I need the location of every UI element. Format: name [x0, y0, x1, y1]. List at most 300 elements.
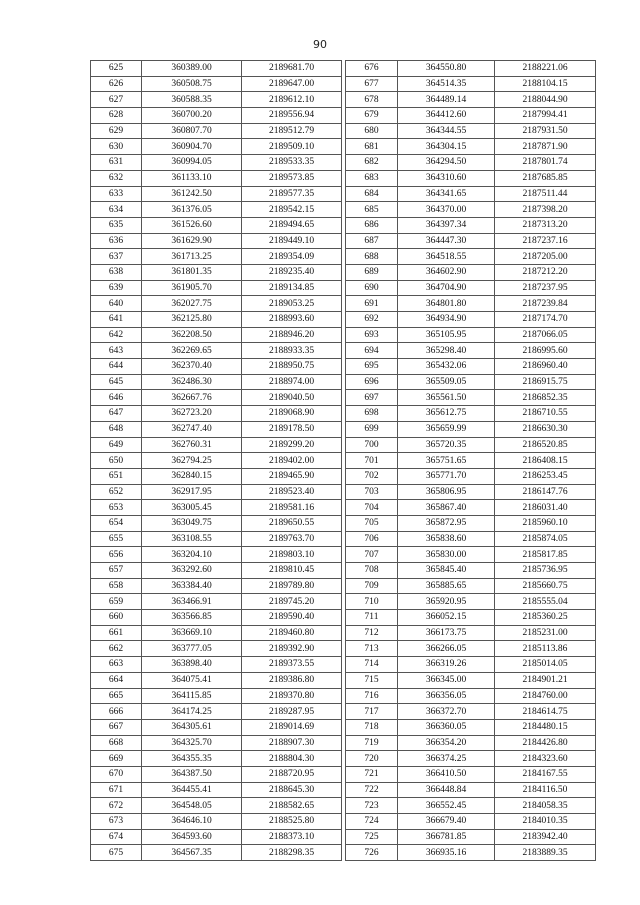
table-row — [346, 468, 596, 484]
table-row — [91, 170, 342, 186]
y-coordinate-cell: 2189556.94 — [242, 108, 342, 124]
point-number-cell: 707 — [346, 547, 398, 563]
y-coordinate-cell: 2188950.75 — [242, 359, 342, 375]
table-row — [346, 155, 596, 171]
table-row — [346, 202, 596, 218]
table-row — [91, 578, 342, 594]
point-number-cell: 655 — [91, 531, 142, 547]
point-number-cell: 701 — [346, 453, 398, 469]
point-number-cell: 650 — [91, 453, 142, 469]
point-number-cell: 720 — [346, 751, 398, 767]
y-coordinate-cell: 2188993.60 — [242, 312, 342, 328]
table-row — [346, 704, 596, 720]
table-row — [91, 390, 342, 406]
y-coordinate-cell: 2189650.55 — [242, 515, 342, 531]
point-number-cell: 692 — [346, 312, 398, 328]
y-coordinate-cell: 2184010.35 — [495, 814, 596, 830]
point-number-cell: 627 — [91, 92, 142, 108]
x-coordinate-cell: 364341.65 — [398, 186, 495, 202]
point-number-cell: 661 — [91, 625, 142, 641]
table-row — [91, 421, 342, 437]
point-number-cell: 630 — [91, 139, 142, 155]
table-row — [346, 672, 596, 688]
table-row — [91, 92, 342, 108]
y-coordinate-cell: 2184323.60 — [495, 751, 596, 767]
x-coordinate-cell: 365432.06 — [398, 359, 495, 375]
x-coordinate-cell: 365659.99 — [398, 421, 495, 437]
x-coordinate-cell: 363898.40 — [142, 657, 242, 673]
y-coordinate-cell: 2184058.35 — [495, 798, 596, 814]
x-coordinate-cell: 361133.10 — [142, 170, 242, 186]
point-number-cell: 709 — [346, 578, 398, 594]
table-row — [91, 264, 342, 280]
y-coordinate-cell: 2189287.95 — [242, 704, 342, 720]
point-number-cell: 717 — [346, 704, 398, 720]
x-coordinate-cell: 365845.40 — [398, 563, 495, 579]
x-coordinate-cell: 362760.31 — [142, 437, 242, 453]
y-coordinate-cell: 2186710.55 — [495, 406, 596, 422]
y-coordinate-cell: 2189494.65 — [242, 217, 342, 233]
point-number-cell: 649 — [91, 437, 142, 453]
point-number-cell: 628 — [91, 108, 142, 124]
x-coordinate-cell: 364075.41 — [142, 672, 242, 688]
y-coordinate-cell: 2188104.15 — [495, 76, 596, 92]
x-coordinate-cell: 360904.70 — [142, 139, 242, 155]
x-coordinate-cell: 364397.34 — [398, 217, 495, 233]
point-number-cell: 696 — [346, 374, 398, 390]
x-coordinate-cell: 362125.80 — [142, 312, 242, 328]
x-coordinate-cell: 366781.85 — [398, 829, 495, 845]
x-coordinate-cell: 364294.50 — [398, 155, 495, 171]
y-coordinate-cell: 2184426.80 — [495, 735, 596, 751]
table-row — [346, 343, 596, 359]
point-number-cell: 647 — [91, 406, 142, 422]
table-row — [91, 406, 342, 422]
x-coordinate-cell: 366356.05 — [398, 688, 495, 704]
x-coordinate-cell: 360588.35 — [142, 92, 242, 108]
y-coordinate-cell: 2188221.06 — [495, 61, 596, 77]
x-coordinate-cell: 365509.05 — [398, 374, 495, 390]
y-coordinate-cell: 2189392.90 — [242, 641, 342, 657]
point-number-cell: 718 — [346, 719, 398, 735]
y-coordinate-cell: 2184901.21 — [495, 672, 596, 688]
table-row — [346, 735, 596, 751]
x-coordinate-cell: 363669.10 — [142, 625, 242, 641]
y-coordinate-cell: 2185360.25 — [495, 610, 596, 626]
table-row — [91, 563, 342, 579]
x-coordinate-cell: 362723.20 — [142, 406, 242, 422]
x-coordinate-cell: 362840.15 — [142, 468, 242, 484]
table-row — [91, 343, 342, 359]
point-number-cell: 666 — [91, 704, 142, 720]
y-coordinate-cell: 2188933.35 — [242, 343, 342, 359]
y-coordinate-cell: 2189354.09 — [242, 249, 342, 265]
table-row — [91, 531, 342, 547]
y-coordinate-cell: 2187066.05 — [495, 327, 596, 343]
x-coordinate-cell: 365561.50 — [398, 390, 495, 406]
y-coordinate-cell: 2189386.80 — [242, 672, 342, 688]
point-number-cell: 663 — [91, 657, 142, 673]
point-number-cell: 702 — [346, 468, 398, 484]
x-coordinate-cell: 361801.35 — [142, 264, 242, 280]
y-coordinate-cell: 2189612.10 — [242, 92, 342, 108]
table-row — [91, 186, 342, 202]
table-row — [91, 704, 342, 720]
point-number-cell: 713 — [346, 641, 398, 657]
x-coordinate-cell: 365105.95 — [398, 327, 495, 343]
x-coordinate-cell: 365771.70 — [398, 468, 495, 484]
x-coordinate-cell: 364934.90 — [398, 312, 495, 328]
point-number-cell: 723 — [346, 798, 398, 814]
y-coordinate-cell: 2188907.30 — [242, 735, 342, 751]
y-coordinate-cell: 2187174.70 — [495, 312, 596, 328]
x-coordinate-cell: 364304.15 — [398, 139, 495, 155]
coordinate-table-right — [345, 60, 596, 861]
table-row — [91, 108, 342, 124]
point-number-cell: 679 — [346, 108, 398, 124]
x-coordinate-cell: 366173.75 — [398, 625, 495, 641]
point-number-cell: 660 — [91, 610, 142, 626]
x-coordinate-cell: 365920.95 — [398, 594, 495, 610]
table-row — [91, 61, 342, 77]
y-coordinate-cell: 2189068.90 — [242, 406, 342, 422]
table-row — [91, 547, 342, 563]
table-row — [91, 202, 342, 218]
y-coordinate-cell: 2187313.20 — [495, 217, 596, 233]
point-number-cell: 724 — [346, 814, 398, 830]
y-coordinate-cell: 2189573.85 — [242, 170, 342, 186]
point-number-cell: 674 — [91, 829, 142, 845]
y-coordinate-cell: 2189235.40 — [242, 264, 342, 280]
y-coordinate-cell: 2189053.25 — [242, 296, 342, 312]
y-coordinate-cell: 2187237.16 — [495, 233, 596, 249]
x-coordinate-cell: 364344.55 — [398, 123, 495, 139]
x-coordinate-cell: 365830.00 — [398, 547, 495, 563]
y-coordinate-cell: 2187239.84 — [495, 296, 596, 312]
y-coordinate-cell: 2188525.80 — [242, 814, 342, 830]
x-coordinate-cell: 364355.35 — [142, 751, 242, 767]
point-number-cell: 706 — [346, 531, 398, 547]
x-coordinate-cell: 364455.41 — [142, 782, 242, 798]
table-row — [346, 390, 596, 406]
point-number-cell: 710 — [346, 594, 398, 610]
point-number-cell: 646 — [91, 390, 142, 406]
point-number-cell: 665 — [91, 688, 142, 704]
point-number-cell: 631 — [91, 155, 142, 171]
y-coordinate-cell: 2185231.00 — [495, 625, 596, 641]
y-coordinate-cell: 2189178.50 — [242, 421, 342, 437]
point-number-cell: 667 — [91, 719, 142, 735]
table-row — [91, 123, 342, 139]
y-coordinate-cell: 2188804.30 — [242, 751, 342, 767]
table-row — [91, 280, 342, 296]
point-number-cell: 688 — [346, 249, 398, 265]
point-number-cell: 656 — [91, 547, 142, 563]
y-coordinate-cell: 2187801.74 — [495, 155, 596, 171]
x-coordinate-cell: 366935.16 — [398, 845, 495, 861]
y-coordinate-cell: 2189803.10 — [242, 547, 342, 563]
y-coordinate-cell: 2189581.16 — [242, 500, 342, 516]
x-coordinate-cell: 362794.25 — [142, 453, 242, 469]
y-coordinate-cell: 2189465.90 — [242, 468, 342, 484]
table-row — [346, 249, 596, 265]
point-number-cell: 629 — [91, 123, 142, 139]
table-row — [91, 437, 342, 453]
table-row — [346, 327, 596, 343]
x-coordinate-cell: 364548.05 — [142, 798, 242, 814]
y-coordinate-cell: 2189449.10 — [242, 233, 342, 249]
y-coordinate-cell: 2185960.10 — [495, 515, 596, 531]
x-coordinate-cell: 366345.00 — [398, 672, 495, 688]
y-coordinate-cell: 2186960.40 — [495, 359, 596, 375]
table-row — [346, 359, 596, 375]
y-coordinate-cell: 2189402.00 — [242, 453, 342, 469]
table-row — [346, 406, 596, 422]
point-number-cell: 681 — [346, 139, 398, 155]
table-row — [346, 625, 596, 641]
y-coordinate-cell: 2189542.15 — [242, 202, 342, 218]
y-coordinate-cell: 2187205.00 — [495, 249, 596, 265]
table-row — [346, 217, 596, 233]
y-coordinate-cell: 2184614.75 — [495, 704, 596, 720]
point-number-cell: 668 — [91, 735, 142, 751]
table-row — [91, 782, 342, 798]
y-coordinate-cell: 2188582.65 — [242, 798, 342, 814]
table-row — [91, 688, 342, 704]
table-row — [91, 641, 342, 657]
table-row — [346, 264, 596, 280]
y-coordinate-cell: 2186408.15 — [495, 453, 596, 469]
x-coordinate-cell: 364704.90 — [398, 280, 495, 296]
point-number-cell: 672 — [91, 798, 142, 814]
y-coordinate-cell: 2184760.00 — [495, 688, 596, 704]
point-number-cell: 641 — [91, 312, 142, 328]
y-coordinate-cell: 2189509.10 — [242, 139, 342, 155]
point-number-cell: 653 — [91, 500, 142, 516]
y-coordinate-cell: 2186031.40 — [495, 500, 596, 516]
table-row — [346, 578, 596, 594]
y-coordinate-cell: 2185113.86 — [495, 641, 596, 657]
y-coordinate-cell: 2189533.35 — [242, 155, 342, 171]
point-number-cell: 725 — [346, 829, 398, 845]
y-coordinate-cell: 2188298.35 — [242, 845, 342, 861]
page-number: 90 — [313, 38, 327, 51]
x-coordinate-cell: 363005.45 — [142, 500, 242, 516]
y-coordinate-cell: 2189370.80 — [242, 688, 342, 704]
y-coordinate-cell: 2189014.69 — [242, 719, 342, 735]
point-number-cell: 700 — [346, 437, 398, 453]
y-coordinate-cell: 2183889.35 — [495, 845, 596, 861]
y-coordinate-cell: 2185736.95 — [495, 563, 596, 579]
y-coordinate-cell: 2186253.45 — [495, 468, 596, 484]
point-number-cell: 711 — [346, 610, 398, 626]
point-number-cell: 726 — [346, 845, 398, 861]
point-number-cell: 634 — [91, 202, 142, 218]
table-row — [346, 829, 596, 845]
y-coordinate-cell: 2189299.20 — [242, 437, 342, 453]
y-coordinate-cell: 2186995.60 — [495, 343, 596, 359]
y-coordinate-cell: 2189523.40 — [242, 484, 342, 500]
point-number-cell: 625 — [91, 61, 142, 77]
y-coordinate-cell: 2189763.70 — [242, 531, 342, 547]
x-coordinate-cell: 364387.50 — [142, 766, 242, 782]
y-coordinate-cell: 2189810.45 — [242, 563, 342, 579]
table-row — [346, 186, 596, 202]
table-row — [91, 672, 342, 688]
x-coordinate-cell: 361376.05 — [142, 202, 242, 218]
x-coordinate-cell: 364325.70 — [142, 735, 242, 751]
y-coordinate-cell: 2188946.20 — [242, 327, 342, 343]
point-number-cell: 705 — [346, 515, 398, 531]
point-number-cell: 693 — [346, 327, 398, 343]
table-row — [346, 123, 596, 139]
y-coordinate-cell: 2187398.20 — [495, 202, 596, 218]
x-coordinate-cell: 364567.35 — [142, 845, 242, 861]
x-coordinate-cell: 365838.60 — [398, 531, 495, 547]
x-coordinate-cell: 364550.80 — [398, 61, 495, 77]
point-number-cell: 675 — [91, 845, 142, 861]
table-row — [346, 641, 596, 657]
y-coordinate-cell: 2186147.76 — [495, 484, 596, 500]
table-row — [346, 719, 596, 735]
point-number-cell: 677 — [346, 76, 398, 92]
table-row — [91, 296, 342, 312]
x-coordinate-cell: 362747.40 — [142, 421, 242, 437]
point-number-cell: 695 — [346, 359, 398, 375]
point-number-cell: 639 — [91, 280, 142, 296]
table-row — [346, 484, 596, 500]
y-coordinate-cell: 2188720.95 — [242, 766, 342, 782]
x-coordinate-cell: 365806.95 — [398, 484, 495, 500]
x-coordinate-cell: 366052.15 — [398, 610, 495, 626]
point-number-cell: 704 — [346, 500, 398, 516]
x-coordinate-cell: 360389.00 — [142, 61, 242, 77]
x-coordinate-cell: 364646.10 — [142, 814, 242, 830]
x-coordinate-cell: 362917.95 — [142, 484, 242, 500]
y-coordinate-cell: 2185555.04 — [495, 594, 596, 610]
point-number-cell: 687 — [346, 233, 398, 249]
x-coordinate-cell: 365720.35 — [398, 437, 495, 453]
point-number-cell: 699 — [346, 421, 398, 437]
point-number-cell: 662 — [91, 641, 142, 657]
table-row — [91, 139, 342, 155]
x-coordinate-cell: 363049.75 — [142, 515, 242, 531]
point-number-cell: 721 — [346, 766, 398, 782]
table-row — [91, 735, 342, 751]
table-row — [91, 359, 342, 375]
x-coordinate-cell: 365298.40 — [398, 343, 495, 359]
x-coordinate-cell: 365751.65 — [398, 453, 495, 469]
point-number-cell: 712 — [346, 625, 398, 641]
x-coordinate-cell: 362208.50 — [142, 327, 242, 343]
point-number-cell: 716 — [346, 688, 398, 704]
table-row — [346, 421, 596, 437]
point-number-cell: 644 — [91, 359, 142, 375]
point-number-cell: 635 — [91, 217, 142, 233]
point-number-cell: 642 — [91, 327, 142, 343]
table-row — [91, 327, 342, 343]
table-row — [91, 453, 342, 469]
y-coordinate-cell: 2185014.05 — [495, 657, 596, 673]
table-row — [346, 296, 596, 312]
x-coordinate-cell: 364518.55 — [398, 249, 495, 265]
point-number-cell: 719 — [346, 735, 398, 751]
point-number-cell: 694 — [346, 343, 398, 359]
point-number-cell: 680 — [346, 123, 398, 139]
point-number-cell: 637 — [91, 249, 142, 265]
table-row — [91, 751, 342, 767]
y-coordinate-cell: 2187685.85 — [495, 170, 596, 186]
y-coordinate-cell: 2189577.35 — [242, 186, 342, 202]
y-coordinate-cell: 2184167.55 — [495, 766, 596, 782]
coordinate-table-left — [90, 60, 342, 861]
x-coordinate-cell: 364602.90 — [398, 264, 495, 280]
table-row — [346, 374, 596, 390]
x-coordinate-cell: 362027.75 — [142, 296, 242, 312]
x-coordinate-cell: 366360.05 — [398, 719, 495, 735]
point-number-cell: 669 — [91, 751, 142, 767]
table-row — [346, 563, 596, 579]
x-coordinate-cell: 364412.60 — [398, 108, 495, 124]
point-number-cell: 643 — [91, 343, 142, 359]
x-coordinate-cell: 362486.30 — [142, 374, 242, 390]
y-coordinate-cell: 2188373.10 — [242, 829, 342, 845]
y-coordinate-cell: 2189373.55 — [242, 657, 342, 673]
x-coordinate-cell: 363292.60 — [142, 563, 242, 579]
x-coordinate-cell: 366679.40 — [398, 814, 495, 830]
table-row — [346, 751, 596, 767]
x-coordinate-cell: 363204.10 — [142, 547, 242, 563]
table-row — [91, 233, 342, 249]
table-row — [346, 845, 596, 861]
x-coordinate-cell: 360700.20 — [142, 108, 242, 124]
y-coordinate-cell: 2189134.85 — [242, 280, 342, 296]
table-row — [91, 829, 342, 845]
y-coordinate-cell: 2189040.50 — [242, 390, 342, 406]
x-coordinate-cell: 363384.40 — [142, 578, 242, 594]
point-number-cell: 683 — [346, 170, 398, 186]
table-row — [346, 139, 596, 155]
point-number-cell: 691 — [346, 296, 398, 312]
table-row — [91, 468, 342, 484]
x-coordinate-cell: 364801.80 — [398, 296, 495, 312]
x-coordinate-cell: 366374.25 — [398, 751, 495, 767]
x-coordinate-cell: 361242.50 — [142, 186, 242, 202]
table-row — [346, 688, 596, 704]
x-coordinate-cell: 364593.60 — [142, 829, 242, 845]
x-coordinate-cell: 366448.84 — [398, 782, 495, 798]
table-row — [91, 766, 342, 782]
table-row — [346, 500, 596, 516]
table-row — [346, 453, 596, 469]
point-number-cell: 689 — [346, 264, 398, 280]
table-row — [91, 814, 342, 830]
point-number-cell: 640 — [91, 296, 142, 312]
y-coordinate-cell: 2189512.79 — [242, 123, 342, 139]
table-row — [346, 798, 596, 814]
y-coordinate-cell: 2189789.80 — [242, 578, 342, 594]
x-coordinate-cell: 363108.55 — [142, 531, 242, 547]
x-coordinate-cell: 364115.85 — [142, 688, 242, 704]
y-coordinate-cell: 2187871.90 — [495, 139, 596, 155]
table-row — [346, 280, 596, 296]
y-coordinate-cell: 2186915.75 — [495, 374, 596, 390]
y-coordinate-cell: 2184116.50 — [495, 782, 596, 798]
y-coordinate-cell: 2186520.85 — [495, 437, 596, 453]
point-number-cell: 686 — [346, 217, 398, 233]
table-row — [346, 312, 596, 328]
table-row — [346, 76, 596, 92]
